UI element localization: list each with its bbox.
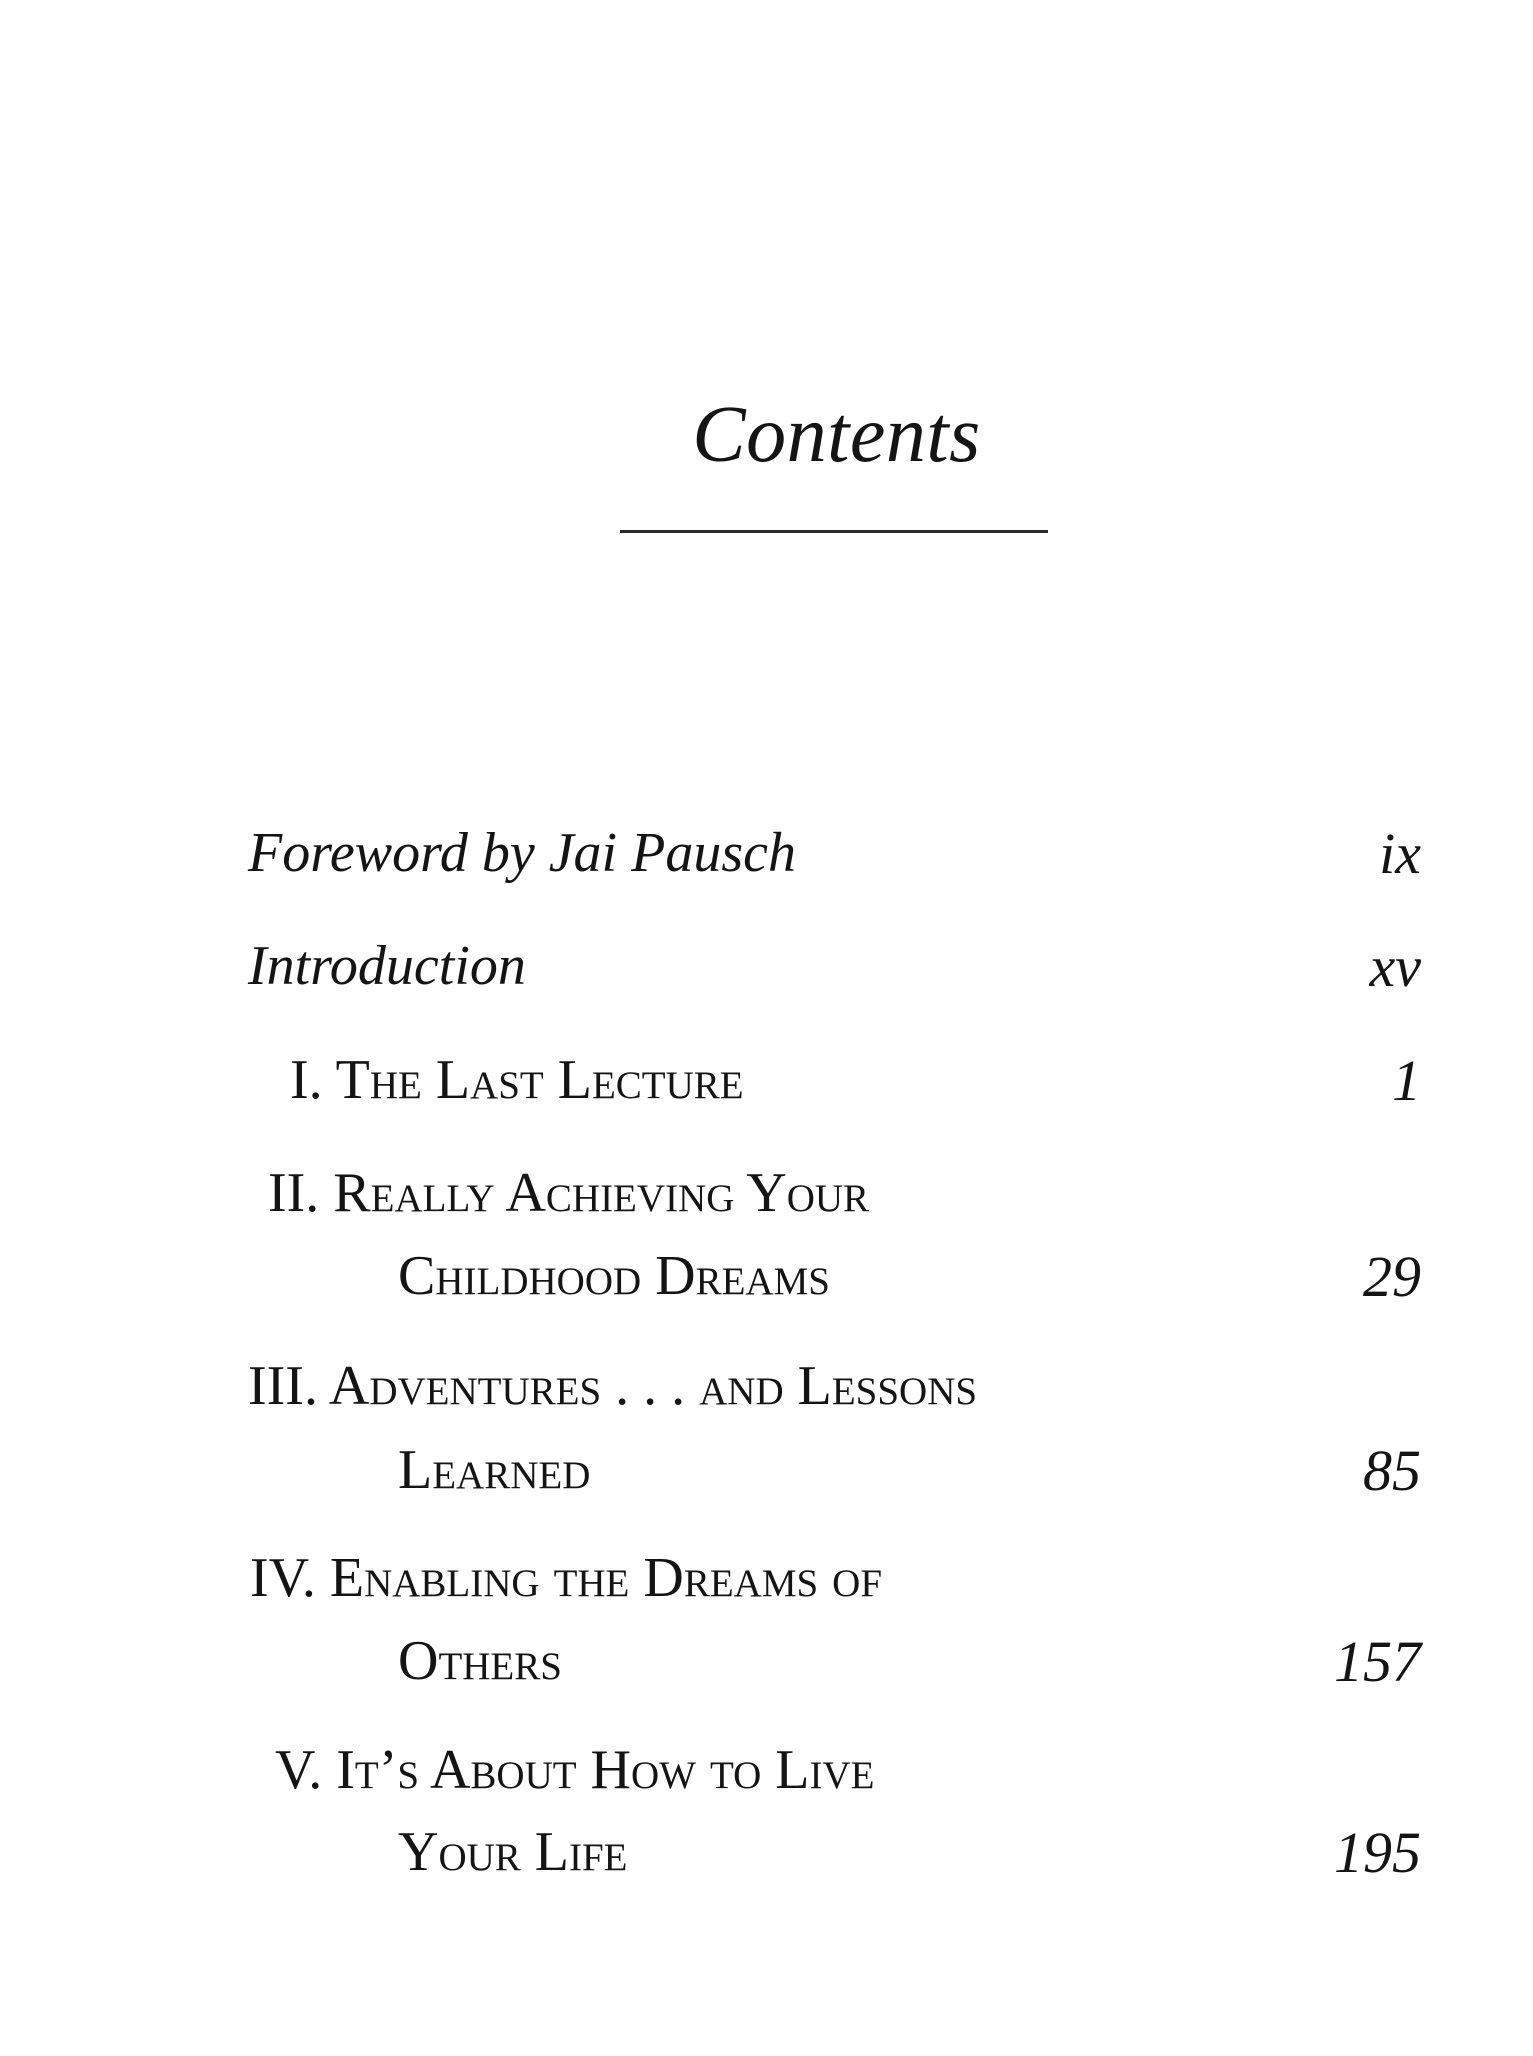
toc-page-number: ix [1379, 821, 1421, 886]
toc-entry-title-continued: Your Life [398, 1821, 628, 1883]
toc-entry-chapter-4[interactable] [250, 1547, 883, 1609]
toc-entry-title: Adventures . . . and Lessons [328, 1355, 978, 1417]
toc-page-number: 195 [1334, 1820, 1421, 1885]
toc-entry-title: Introduction [248, 935, 526, 997]
toc-entry-title: Foreword by Jai Pausch [248, 822, 796, 884]
chapter-numeral: II. [268, 1162, 320, 1224]
toc-entry-title-continued: Others [398, 1630, 562, 1692]
toc-entry-title: Really Achieving Your [333, 1162, 870, 1224]
toc-entry-title-continued: Childhood Dreams [398, 1245, 830, 1307]
toc-entry-title-continued: Learned [398, 1439, 591, 1501]
toc-entry-title: The Last Lecture [335, 1049, 744, 1111]
chapter-numeral: IV. [250, 1547, 316, 1609]
toc-entry-chapter-3[interactable] [248, 1355, 978, 1417]
toc-page-number: 85 [1363, 1438, 1421, 1503]
chapter-numeral: V. [275, 1739, 323, 1801]
toc-entry-foreword[interactable] [248, 822, 796, 884]
chapter-numeral: III. [248, 1355, 318, 1417]
toc-page-number: 157 [1334, 1629, 1421, 1694]
toc-entry-introduction[interactable] [248, 935, 526, 997]
toc-entry-chapter-5[interactable] [275, 1739, 875, 1801]
chapter-numeral: I. [290, 1049, 323, 1111]
toc-entry-chapter-2[interactable] [268, 1162, 870, 1224]
toc-page-number: 29 [1363, 1244, 1421, 1309]
toc-page-number: 1 [1392, 1048, 1421, 1113]
page-title: Contents [692, 391, 981, 479]
toc-entry-title: It’s About How to Live [336, 1739, 875, 1801]
toc-page-number: xv [1369, 934, 1421, 999]
toc-entry-chapter-1[interactable] [290, 1049, 744, 1111]
toc-entry-title: Enabling the Dreams of [329, 1547, 883, 1609]
